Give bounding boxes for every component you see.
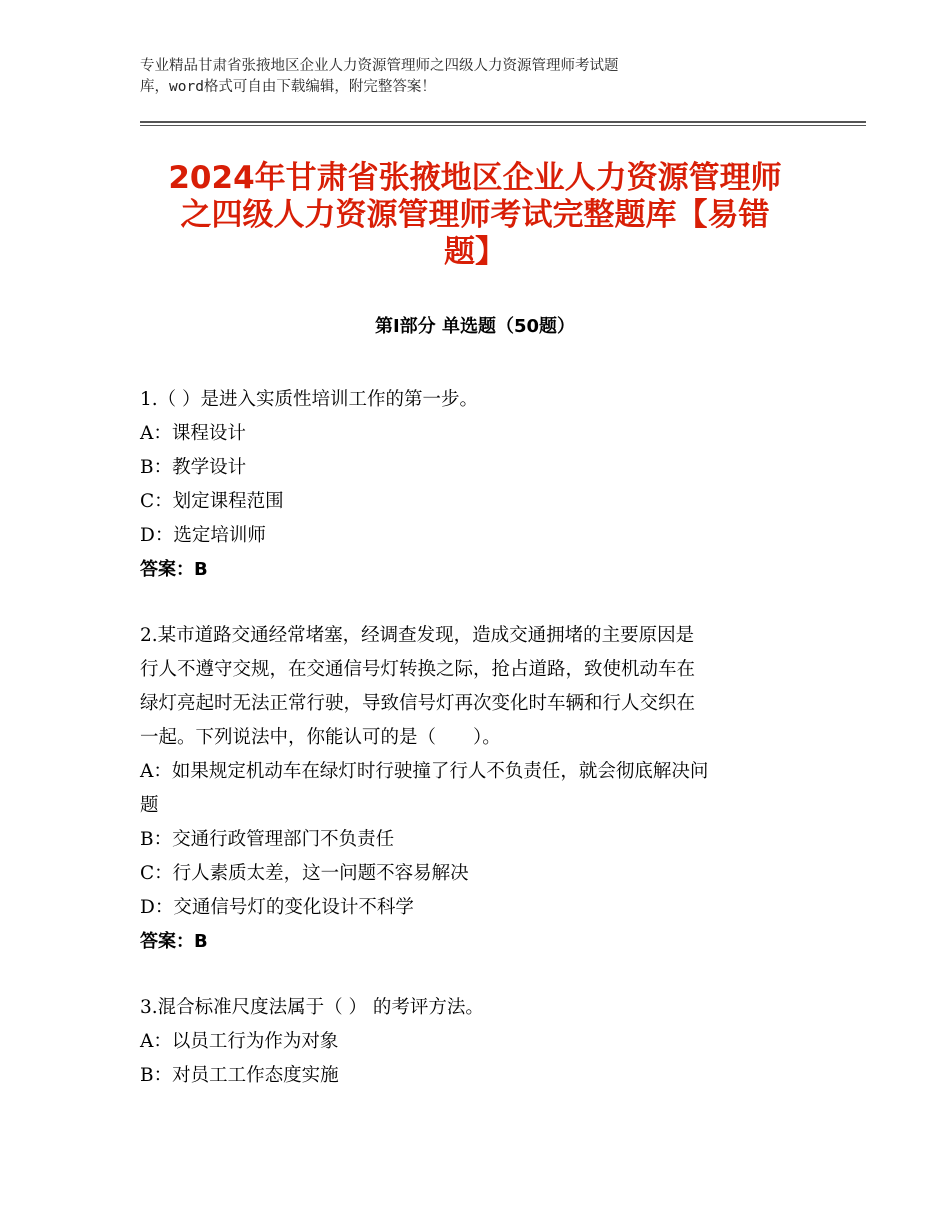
header-note: [140, 56, 820, 98]
question-stem: 2.某市道路交通经常堵塞，经调查发现，造成交通拥堵的主要原因是: [140, 625, 695, 646]
question-stem: 1.（ ）是进入实质性培训工作的第一步。: [140, 389, 479, 410]
option-a: A：以员工行为作为对象: [140, 1031, 339, 1052]
answer: 答案：B: [140, 931, 208, 952]
option-a: A：如果规定机动车在绿灯时行驶撞了行人不负责任，就会彻底解决问: [140, 761, 709, 782]
header-divider-thick: [140, 121, 866, 123]
document-title-line: 题】: [444, 234, 506, 270]
option-b: B：交通行政管理部门不负责任: [140, 829, 395, 850]
option-a-continued: 题: [140, 795, 159, 816]
option-a: A：课程设计: [140, 423, 246, 444]
question-spacer: [140, 587, 830, 619]
option-d: D：交通信号灯的变化设计不科学: [140, 897, 414, 918]
question-item: [140, 991, 830, 1093]
header-note-line: 库，word格式可自由下载编辑，附完整答案！: [140, 79, 436, 95]
answer: 答案：B: [140, 559, 208, 580]
question-stem: 行人不遵守交规，在交通信号灯转换之际，抢占道路，致使机动车在: [140, 659, 696, 680]
question-stem: 3.混合标准尺度法属于（ ） 的考评方法。: [140, 997, 484, 1018]
option-c: C：行人素质太差，这一问题不容易解决: [140, 863, 469, 884]
document-title-line: 2024年甘肃省张掖地区企业人力资源管理师: [168, 160, 782, 196]
document-title: [140, 160, 810, 271]
option-c: C：划定课程范围: [140, 491, 284, 512]
option-d: D：选定培训师: [140, 525, 266, 546]
header-note-line: 专业精品甘肃省张掖地区企业人力资源管理师之四级人力资源管理师考试题: [140, 58, 619, 74]
question-item: [140, 619, 830, 959]
question-spacer: [140, 959, 830, 991]
section-heading: 第Ⅰ部分 单选题（50题）: [374, 316, 575, 337]
question-list: [140, 383, 830, 1093]
option-b: B：教学设计: [140, 457, 247, 478]
document-title-line: 之四级人力资源管理师考试完整题库【易错: [180, 197, 770, 233]
question-stem: 绿灯亮起时无法正常行驶，导致信号灯再次变化时车辆和行人交织在: [140, 693, 696, 714]
option-b: B：对员工工作态度实施: [140, 1065, 339, 1086]
question-stem: 一起。下列说法中，你能认可的是（ ）。: [140, 727, 501, 748]
question-item: [140, 383, 830, 587]
header-divider-thin: [140, 125, 866, 126]
